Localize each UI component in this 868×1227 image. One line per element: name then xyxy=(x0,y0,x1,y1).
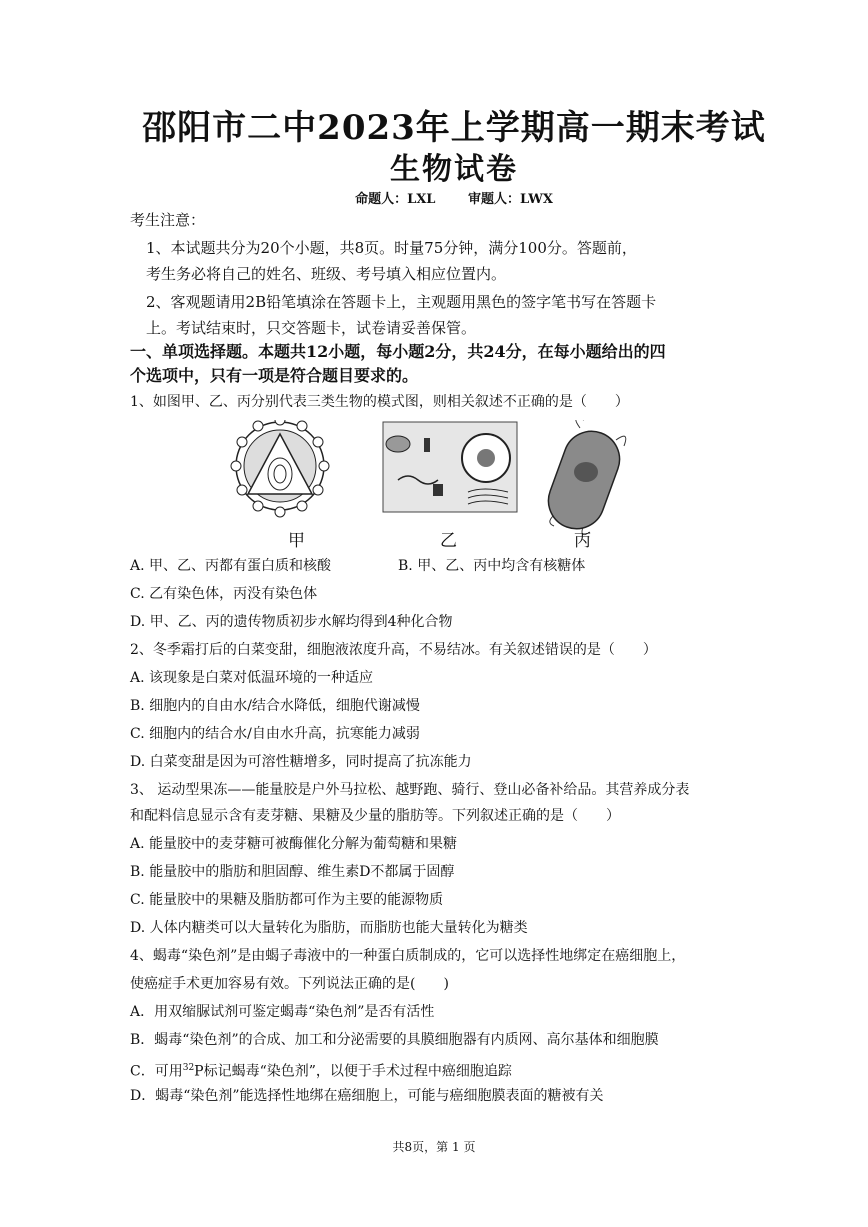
q4-option-c xyxy=(130,1058,512,1082)
q4-option-c-rest: P标记蝎毒“染色剂”，以便于手术过程中癌细胞追踪 xyxy=(194,1063,512,1080)
q3-option-a: A. 能量胶中的麦芽糖可被酶催化分解为葡萄糖和果糖 xyxy=(130,836,458,852)
q3-option-b: B. 能量胶中的脂肪和胆固醇、维生素D不都属于固醇 xyxy=(130,864,455,880)
q4-option-b: B．蝎毒“染色剂”的合成、加工和分泌需要的具膜细胞器有内质网、高尔基体和细胞膜 xyxy=(130,1032,659,1048)
fig-label-bing: 丙 xyxy=(574,531,591,551)
q3-option-c: C. 能量胶中的果糖及脂肪都可作为主要的能源物质 xyxy=(130,892,444,908)
section1-heading-line1: 一、单项选择题。本题共12小题，每小题2分，共24分，在每小题给出的四 xyxy=(130,342,666,361)
q1-stem: 1、如图甲、乙、丙分别代表三类生物的模式图，则相关叙述不正确的是（ ） xyxy=(130,394,629,410)
section1-heading-line2: 个选项中，只有一项是符合题目要求的。 xyxy=(130,366,419,385)
q3-stem-line1: 3、 运动型果冻——能量胶是户外马拉松、越野跑、骑行、登山必备补给品。其营养成分表 xyxy=(130,782,690,798)
fig-label-jia: 甲 xyxy=(288,531,305,551)
virus-diagram-jia xyxy=(231,420,329,517)
bacterium-diagram-bing xyxy=(541,420,628,537)
q4-stem-line1: 4、蝎毒“染色剂”是由蝎子毒液中的一种蛋白质制成的，它可以选择性地绑定在癌细胞上， xyxy=(130,948,686,964)
notice-item-1-line1: 1、本试题共分为20个小题，共8页。时量75分钟，满分100分。答题前， xyxy=(146,239,637,257)
q4-option-c-superscript: 32 xyxy=(182,1063,195,1073)
q4-option-a: A．用双缩脲试剂可鉴定蝎毒“染色剂”是否有活性 xyxy=(130,1004,435,1020)
q3-stem-line2: 和配料信息显示含有麦芽糖、果糖及少量的脂肪等。下列叙述正确的是（ ） xyxy=(130,808,620,824)
authors-line xyxy=(0,188,868,207)
author: 命题人：LXL xyxy=(355,192,436,207)
notice-item-2-line1: 2、客观题请用2B铅笔填涂在答题卡上，主观题用黑色的签字笔书写在答题卡 xyxy=(146,293,657,311)
animal-cell-diagram-yi xyxy=(383,422,517,512)
notice-item-2-line2: 上。考试结束时，只交答题卡，试卷请妥善保管。 xyxy=(146,319,477,337)
exam-subtitle: 生物试卷 xyxy=(390,152,518,187)
q2-option-c: C. 细胞内的结合水/自由水升高，抗寒能力减弱 xyxy=(130,726,420,742)
q2-option-d: D. 白菜变甜是因为可溶性糖增多，同时提高了抗冻能力 xyxy=(130,754,472,770)
reviewer: 审题人：LWX xyxy=(467,192,553,207)
notice-heading: 考生注意： xyxy=(130,211,206,229)
q4-stem-line2: 使癌症手术更加容易有效。下列说法正确的是( ) xyxy=(130,976,449,992)
q1-option-a: A. 甲、乙、丙都有蛋白质和核酸 xyxy=(130,558,332,574)
q1-option-c: C. 乙有染色体，丙没有染色体 xyxy=(130,586,318,602)
fig-label-yi: 乙 xyxy=(440,531,457,551)
q2-stem: 2、冬季霜打后的白菜变甜，细胞液浓度升高，不易结冰。有关叙述错误的是（ ） xyxy=(130,642,657,658)
page-footer: 共8页，第 1 页 xyxy=(392,1140,476,1154)
q2-option-b: B. 细胞内的自由水/结合水降低，细胞代谢减慢 xyxy=(130,698,420,714)
q4-option-c-prefix: C．可用 xyxy=(130,1063,183,1080)
exam-title: 邵阳市二中2023年上学期高一期末考试 xyxy=(142,108,766,148)
q2-option-a: A. 该现象是白菜对低温环境的一种适应 xyxy=(130,670,374,686)
notice-item-1-line2: 考生务必将自己的姓名、班级、考号填入相应位置内。 xyxy=(146,265,507,283)
q3-option-d: D. 人体内糖类可以大量转化为脂肪，而脂肪也能大量转化为糖类 xyxy=(130,920,528,936)
q1-option-d: D. 甲、乙、丙的遗传物质初步水解均得到4种化合物 xyxy=(130,614,453,630)
q4-option-d: D．蝎毒“染色剂”能选择性地绑在癌细胞上，可能与癌细胞膜表面的糖被有关 xyxy=(130,1088,604,1104)
q1-option-b: B. 甲、乙、丙中均含有核糖体 xyxy=(398,558,586,574)
